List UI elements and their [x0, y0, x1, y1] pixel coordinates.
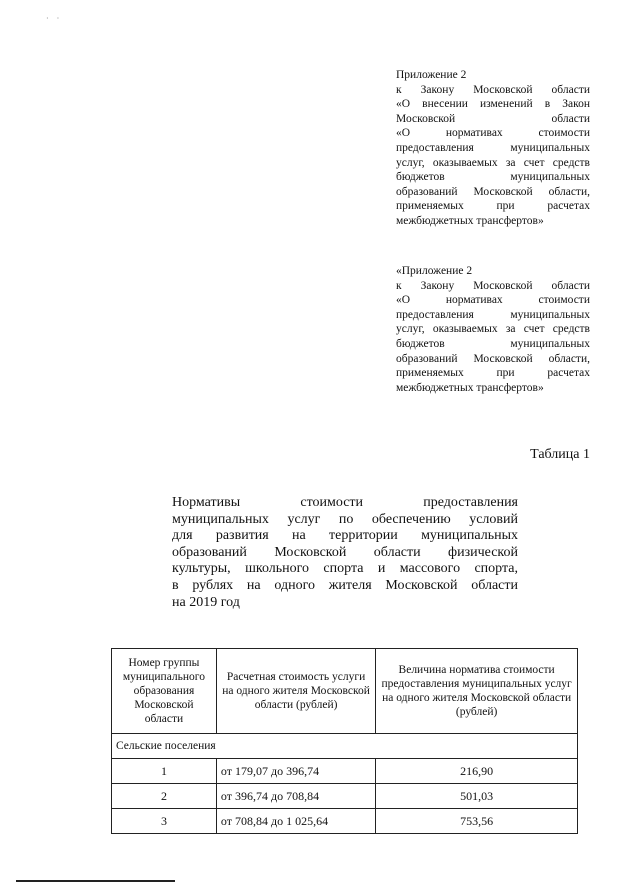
appendix-current-heading [396, 68, 590, 229]
section-label: Сельские поселения [112, 734, 578, 759]
table-header-row [112, 649, 578, 734]
title-line: культуры, школьного спорта и массового спорта, [172, 561, 518, 577]
table-section-row [112, 734, 578, 759]
appendix-line: применяемых при расчетах [396, 200, 590, 213]
cost-range-cell: от 708,84 до 1 025,64 [216, 809, 375, 834]
appendix-line: «О нормативах стоимости [396, 294, 590, 307]
title-line: муниципальных услуг по обеспечению условий [172, 511, 518, 527]
norm-value-cell: 753,56 [376, 809, 578, 834]
appendix-line: к Закону Московской области [396, 83, 590, 96]
group-number-cell: 2 [112, 784, 217, 809]
appendix-line: Приложение 2 [396, 69, 467, 81]
title-line: на 2019 год [172, 594, 240, 610]
group-number-cell: 3 [112, 809, 217, 834]
table-row [112, 759, 578, 784]
cost-range-cell: от 179,07 до 396,74 [216, 759, 375, 784]
appendix-line: образований Московской области, [396, 352, 590, 365]
appendix-line: предоставления муниципальных [396, 308, 590, 321]
table-row [112, 809, 578, 834]
appendix-line: услуг, оказываемых за счет средств [396, 156, 590, 169]
appendix-line: межбюджетных трансфертов» [396, 381, 544, 394]
page-mark: · · [46, 14, 63, 23]
norm-value-cell: 216,90 [376, 759, 578, 784]
header-estimated-cost: Расчетная стоимость услуги на одного жителя Московской области (рублей) [216, 649, 375, 734]
appendix-line: межбюджетных трансфертов» [396, 214, 544, 227]
appendix-line: предоставления муниципальных [396, 141, 590, 154]
appendix-line: «Приложение 2 [396, 265, 473, 277]
norm-value-cell: 501,03 [376, 784, 578, 809]
title-line: Нормативы стоимости предоставления [172, 495, 518, 510]
table-label: Таблица 1 [530, 447, 590, 462]
appendix-new-heading [396, 264, 590, 395]
appendix-line: бюджетов муниципальных [396, 171, 590, 184]
appendix-line: «О нормативах стоимости [396, 127, 590, 140]
footnote-divider [16, 880, 175, 882]
header-norm-value: Величина норматива стоимости предоставления муниципальных услуг на одного жителя Московской области (рублей) [376, 649, 578, 734]
title-line: образований Московской области физической [172, 544, 518, 560]
cost-range-cell: от 396,74 до 708,84 [216, 784, 375, 809]
appendix-line: Московской области [396, 112, 590, 125]
title-line: для развития на территории муниципальных [172, 528, 518, 544]
appendix-line: бюджетов муниципальных [396, 337, 590, 350]
appendix-line: образований Московской области, [396, 185, 590, 198]
title-line: в рублях на одного жителя Московской области [172, 577, 518, 593]
appendix-line: «О внесении изменений в Закон [396, 98, 590, 111]
appendix-line: услуг, оказываемых за счет средств [396, 323, 590, 336]
norms-table [111, 648, 578, 834]
group-number-cell: 1 [112, 759, 217, 784]
document-title [172, 495, 518, 611]
header-group-number: Номер группы муниципального образования Московской области [112, 649, 217, 734]
table-row [112, 784, 578, 809]
appendix-line: применяемых при расчетах [396, 367, 590, 380]
appendix-line: к Закону Московской области [396, 279, 590, 292]
